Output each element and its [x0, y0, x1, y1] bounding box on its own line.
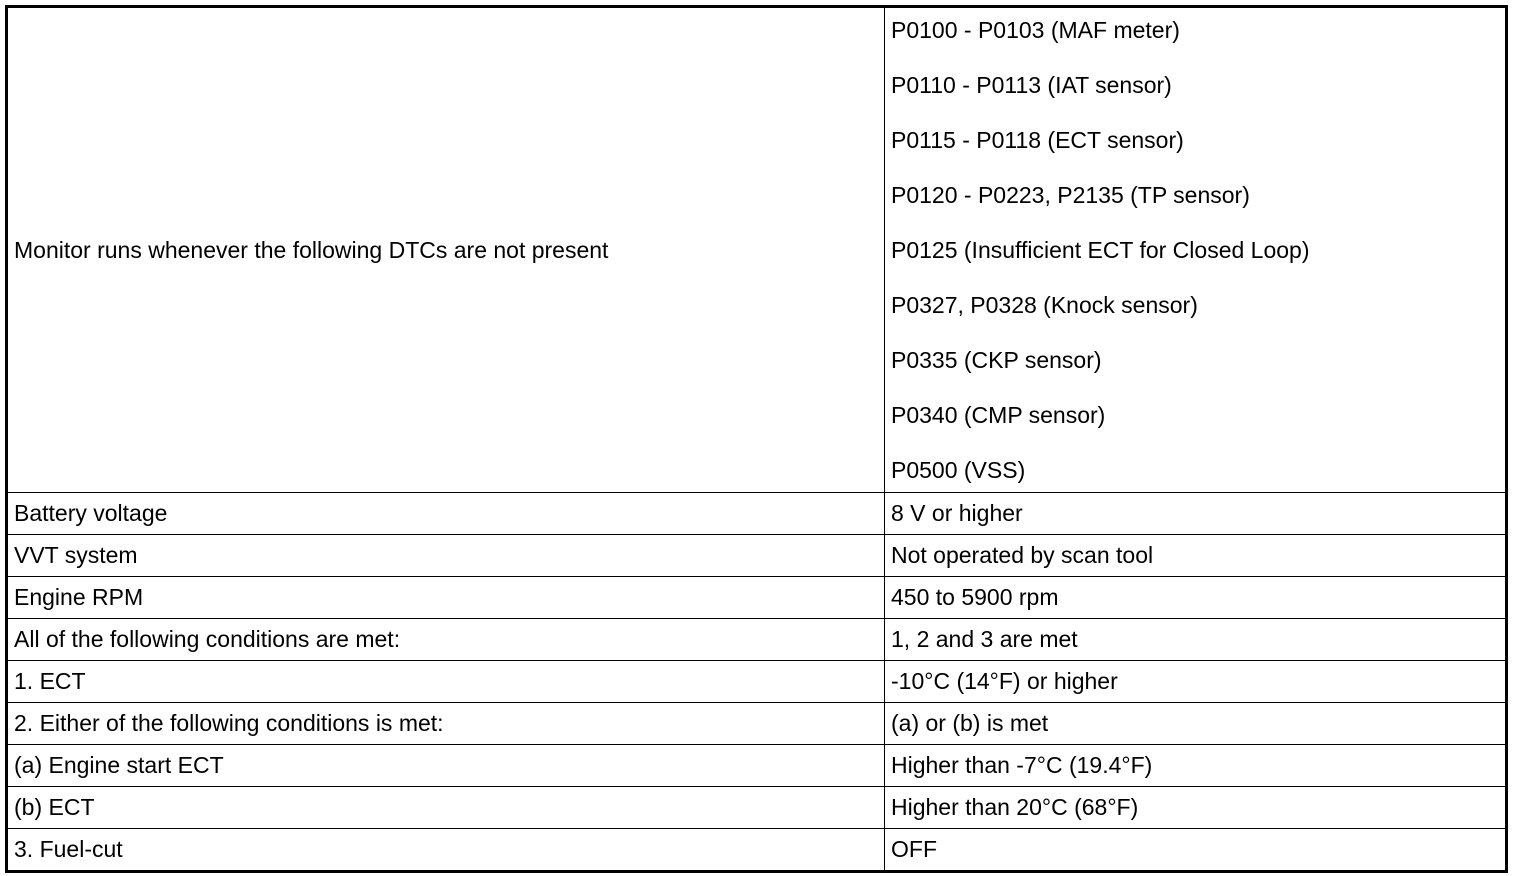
dtc-item: P0110 - P0113 (IAT sensor): [891, 72, 1172, 98]
table-row: [7, 535, 1507, 577]
table-row: [7, 619, 1507, 661]
dtc-item: P0120 - P0223, P2135 (TP sensor): [891, 182, 1250, 208]
row-value: OFF: [885, 829, 1507, 872]
dtc-item: P0100 - P0103 (MAF meter): [891, 17, 1180, 43]
row-label: 3. Fuel-cut: [7, 829, 885, 872]
table-row-monitor: [7, 7, 1507, 493]
row-label: Battery voltage: [7, 493, 885, 535]
row-value: Not operated by scan tool: [885, 535, 1507, 577]
monitor-label: Monitor runs whenever the following DTCs are not present: [7, 7, 885, 493]
row-value: -10°C (14°F) or higher: [885, 661, 1507, 703]
table-row: [7, 829, 1507, 872]
dtc-item: P0340 (CMP sensor): [891, 402, 1106, 428]
table-row: [7, 661, 1507, 703]
table-row: [7, 493, 1507, 535]
row-label: All of the following conditions are met:: [7, 619, 885, 661]
dtc-item: P0125 (Insufficient ECT for Closed Loop): [891, 237, 1310, 263]
dtc-list-cell: [885, 7, 1507, 493]
table-row: [7, 577, 1507, 619]
row-label: 1. ECT: [7, 661, 885, 703]
dtc-item: P0335 (CKP sensor): [891, 347, 1102, 373]
dtc-item: P0115 - P0118 (ECT sensor): [891, 127, 1184, 153]
row-label: VVT system: [7, 535, 885, 577]
dtc-item: P0500 (VSS): [891, 457, 1026, 483]
table-row: [7, 745, 1507, 787]
row-label: (b) ECT: [7, 787, 885, 829]
conditions-table: [5, 5, 1508, 873]
row-value: Higher than -7°C (19.4°F): [885, 745, 1507, 787]
table-row: [7, 703, 1507, 745]
row-label: Engine RPM: [7, 577, 885, 619]
row-value: 450 to 5900 rpm: [885, 577, 1507, 619]
row-value: 1, 2 and 3 are met: [885, 619, 1507, 661]
row-label: (a) Engine start ECT: [7, 745, 885, 787]
table-row: [7, 787, 1507, 829]
row-value: Higher than 20°C (68°F): [885, 787, 1507, 829]
dtc-list: [891, 8, 1505, 492]
row-value: (a) or (b) is met: [885, 703, 1507, 745]
row-value: 8 V or higher: [885, 493, 1507, 535]
row-label: 2. Either of the following conditions is met:: [7, 703, 885, 745]
dtc-item: P0327, P0328 (Knock sensor): [891, 292, 1198, 318]
